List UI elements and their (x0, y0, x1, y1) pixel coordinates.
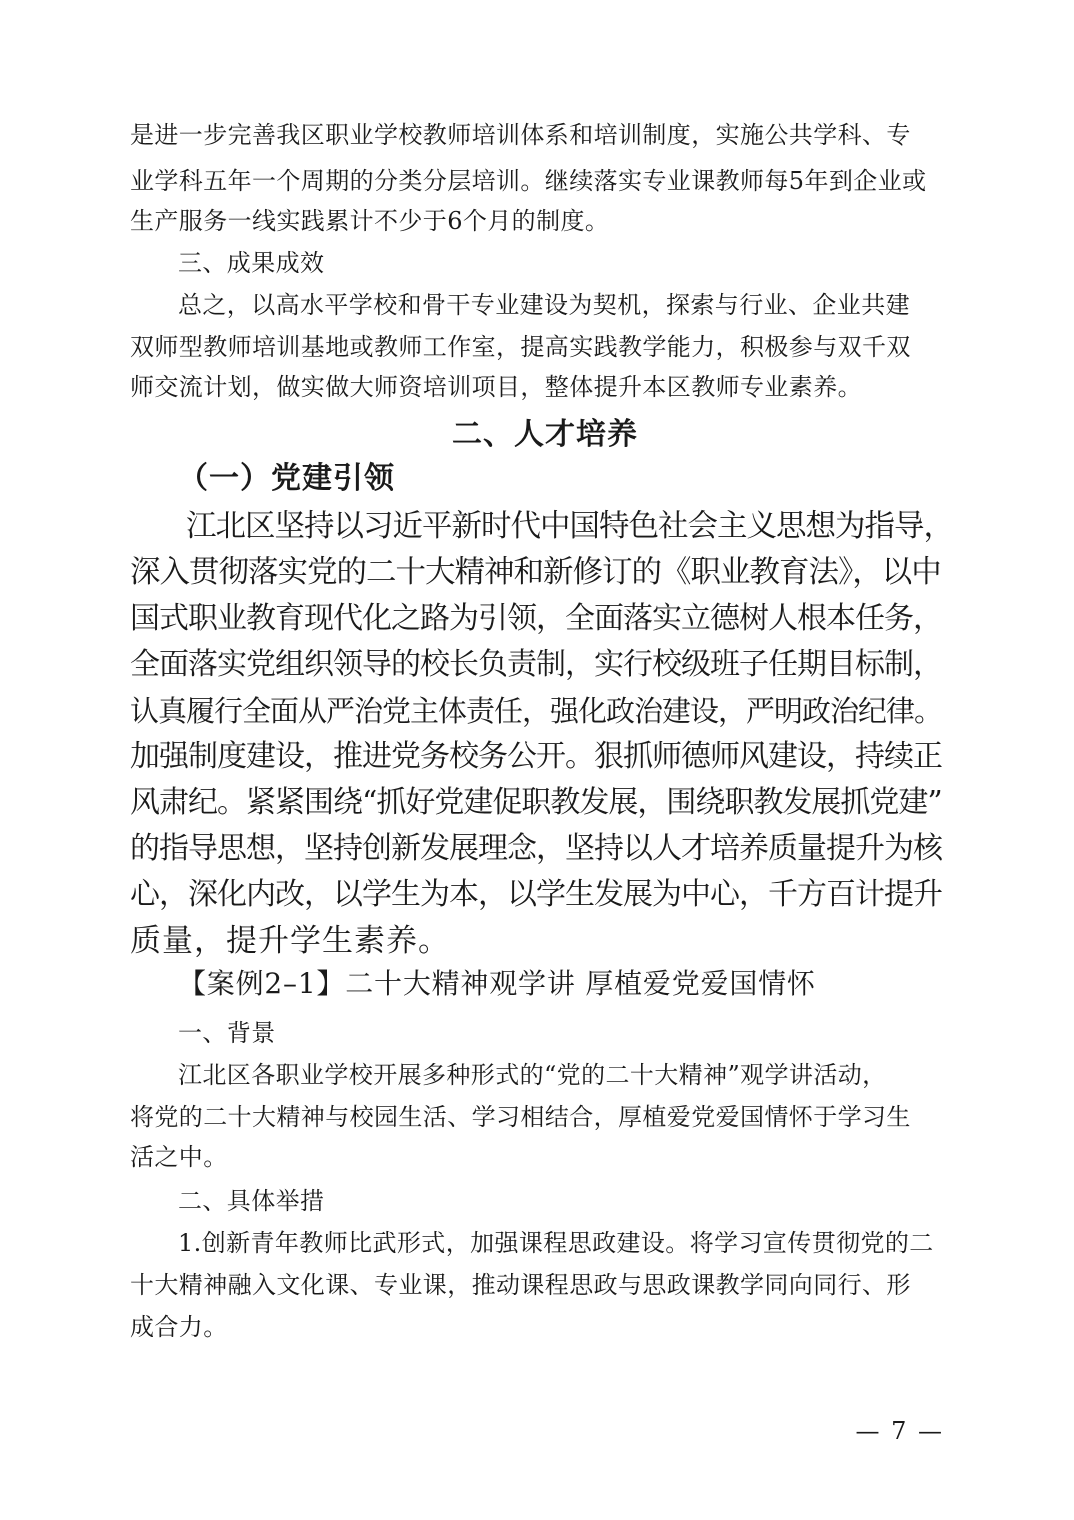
body-line: 风肃纪。紧紧围绕“抓好党建促职教发展，围绕职教发展抓党建” (130, 785, 942, 820)
paragraph-line: 是进一步完善我区职业学校教师培训体系和培训制度，实施公共学科、专 (130, 121, 911, 149)
body-line: 全面落实党组织领导的校长负责制，实行校级班子任期目标制， (130, 647, 942, 682)
paragraph-line: 活之中。 (130, 1143, 228, 1171)
case-background-heading: 一、背景 (178, 1019, 276, 1047)
body-line: 质量，提升学生素养。 (130, 923, 450, 959)
paragraph-line: 总之，以高水平学校和骨干专业建设为契机，探索与行业、企业共建 (178, 291, 910, 319)
page-number: — 7 — (855, 1417, 944, 1445)
body-line: 深入贯彻落实党的二十大精神和新修订的《职业教育法》，以中 (130, 555, 941, 590)
section-heading-results: 三、成果成效 (178, 249, 325, 277)
case-measures-heading: 二、具体举措 (178, 1187, 325, 1215)
body-line: 江北区坚持以习近平新时代中国特色社会主义思想为指导， (186, 509, 953, 544)
paragraph-line: 双师型教师培训基地或教师工作室，提高实践教学能力，积极参与双千双 (130, 333, 911, 361)
body-line: 的指导思想，坚持创新发展理念，坚持以人才培养质量提升为核 (130, 831, 942, 866)
paragraph-line: 业学科五年一个周期的分类分层培训。继续落实专业课教师每5年到企业或 (130, 167, 927, 195)
subsection-title: （一）党建引领 (178, 461, 395, 496)
paragraph-line: 师交流计划，做实做大师资培训项目，整体提升本区教师专业素养。 (130, 373, 862, 401)
body-line: 认真履行全面从严治党主体责任，强化政治建设，严明政治纪律。 (130, 694, 943, 728)
case-title: 【案例2–1】二十大精神观学讲 厚植爱党爱国情怀 (178, 967, 816, 1000)
paragraph-line: 生产服务一线实践累计不少于6个月的制度。 (130, 207, 610, 235)
body-line: 心，深化内改，以学生为本，以学生发展为中心，千方百计提升 (130, 877, 942, 912)
body-line: 加强制度建设，推进党务校务公开。狠抓师德师风建设，持续正 (130, 739, 942, 774)
paragraph-line: 十大精神融入文化课、专业课，推动课程思政与思政课教学同向同行、形 (130, 1271, 911, 1299)
paragraph-line: 1.创新青年教师比武形式，加强课程思政建设。将学习宣传贯彻党的二 (178, 1229, 934, 1257)
paragraph-line: 江北区各职业学校开展多种形式的“党的二十大精神”观学讲活动， (178, 1061, 887, 1089)
paragraph-line: 成合力。 (130, 1313, 228, 1341)
body-line: 国式职业教育现代化之路为引领，全面落实立德树人根本任务， (130, 601, 942, 636)
paragraph-line: 将党的二十大精神与校园生活、学习相结合，厚植爱党爱国情怀于学习生 (130, 1103, 911, 1131)
chapter-title: 二、人才培养 (452, 417, 638, 452)
